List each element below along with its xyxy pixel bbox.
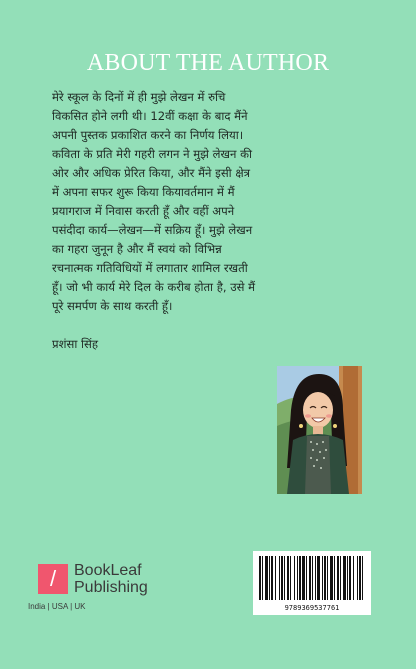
author-portrait — [277, 366, 362, 494]
publisher-name-line2: Publishing — [74, 579, 148, 596]
publisher-regions: India | USA | UK — [28, 602, 86, 611]
bio-text: मेरे स्कूल के दिनों में ही मुझे लेखन में रुचि विकसित होने लगी थी। 12वीं कक्षा के बाद मैंने अपनी पुस्तक प्रकाशित करने का निर्णय लिया। कविता के प्रति मेरी गहरी लगन ने मुझे लेखन की ओर और अधिक प्रेरित किया, और मैंने इसी क्षेत्र में अपना सफर शुरू किया कियावर्तमान में मैं प्रयागराज में निवास करती हूँ और वहीं अपने पसंदीदा कार्य—लेखन—में सक्रिय हूँ। मुझे लेखन का गहरा जुनून है और मैं स्वयं को विभिन्न रचनात्मक गतिविधियों में लगातार शामिल रखती हूँ। जो भी कार्य मेरे दिल के करीब होता है, उसे मैं पूरे समर्पण के साथ करती हूँ। — [52, 90, 256, 313]
bookleaf-logo-icon: / — [38, 564, 68, 594]
isbn-barcode — [253, 551, 371, 615]
page-title: ABOUT THE AUTHOR — [86, 50, 330, 76]
publisher-name-line1: BookLeaf — [74, 562, 142, 579]
author-signature: प्रशंसा सिंह — [52, 337, 99, 351]
author-bio — [52, 88, 258, 354]
author-portrait-illustration — [277, 366, 362, 494]
isbn-number: 9789369537761 — [284, 604, 340, 612]
publisher-name — [74, 562, 204, 596]
barcode-bars-icon — [253, 551, 371, 603]
